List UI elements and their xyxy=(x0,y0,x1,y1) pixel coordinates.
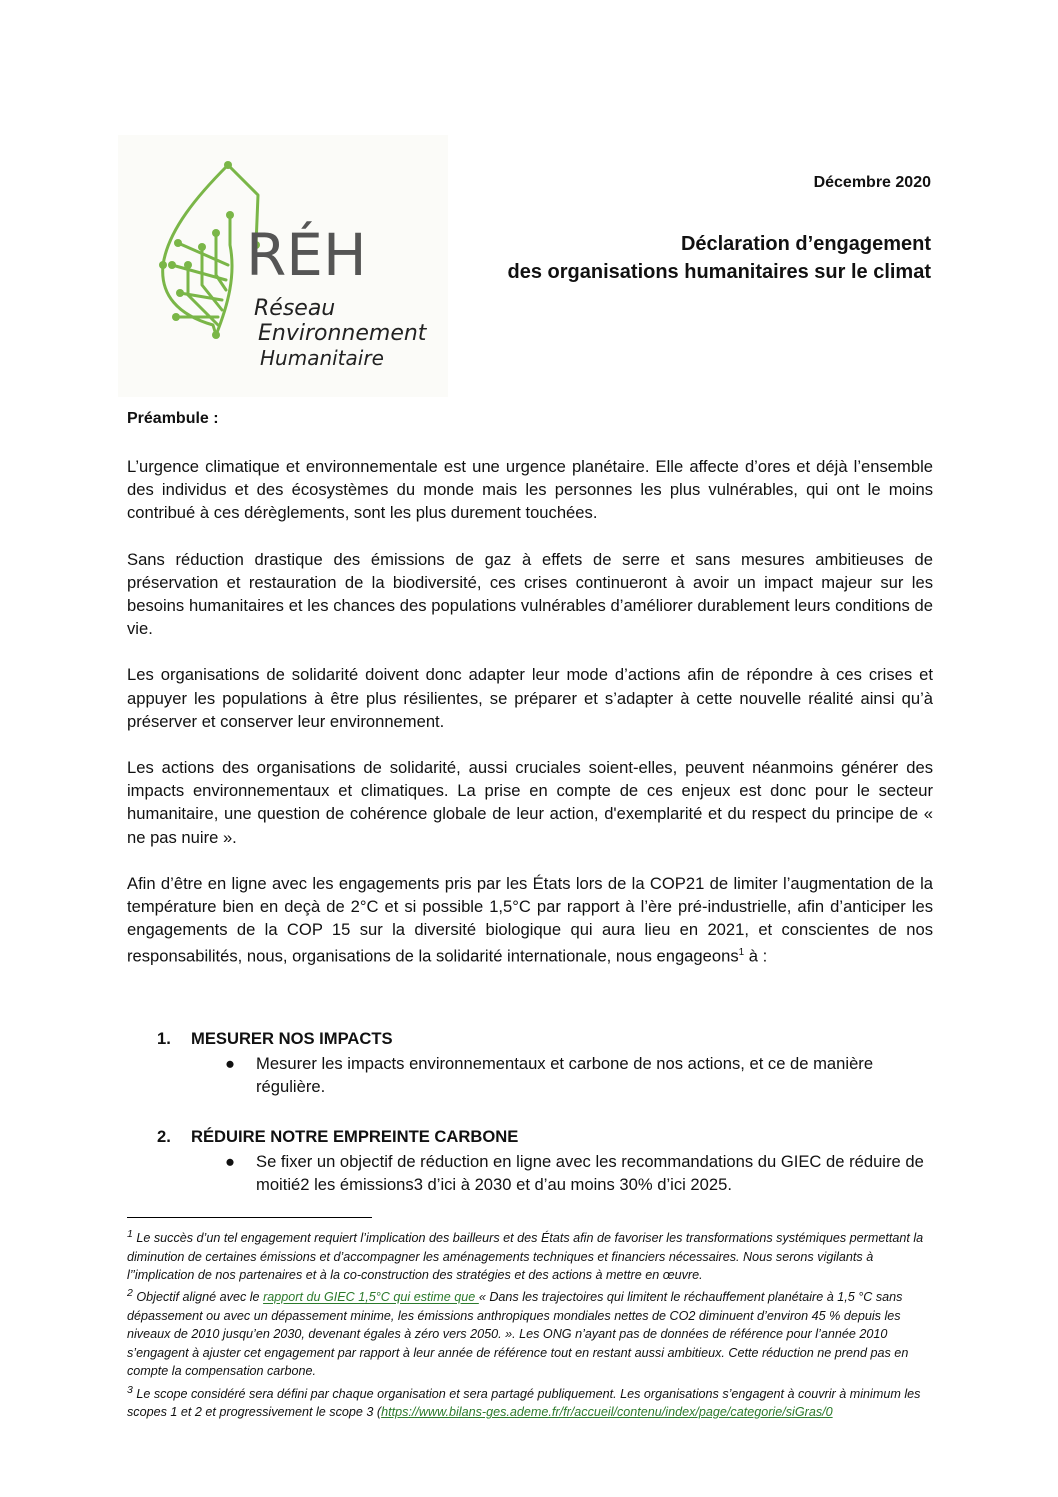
reh-logo xyxy=(118,135,448,397)
title-line2: des organisations humanitaires sur le climat xyxy=(507,261,931,283)
commitment-bullet xyxy=(127,1150,933,1196)
paragraph: Les organisations de solidarité doivent donc adapter leur mode d’actions afin de répondre à ces crises et appuyer les populations à être plus résilientes, se préparer et s’adapter à cette nouvelle réalité ainsi qu’à préserver et conserver leur environnement. xyxy=(127,665,933,731)
list-item xyxy=(127,1125,933,1197)
footnote-3 xyxy=(127,1381,933,1422)
paragraph-text: Afin d’être en ligne avec les engagements pris par les États lors de la COP21 de limiter l’augmentation de la température bien en deçà de 2°C et si possible 1,5°C par rapport à l’ère pré-industrielle, afin d’anticiper les engagements de la COP 15 sur la diversité biologique qui aura lieu en 2021, et conscientes de nos responsabilités, nous, organisations de la solidarité internationale, nous engageons xyxy=(127,873,933,966)
title-line1: Déclaration d’engagement xyxy=(680,233,931,255)
logo-line1: Réseau xyxy=(254,296,336,321)
bullet-text: Mesurer les impacts environnementaux et carbone de nos actions, et ce de manière régulière. xyxy=(256,1054,874,1097)
commitment-heading xyxy=(127,1027,933,1050)
commitments-list xyxy=(127,1027,933,1222)
commitment-heading xyxy=(127,1125,933,1148)
footnote-ref-1[interactable]: 1 xyxy=(738,947,745,959)
paragraph: L’urgence climatique et environnementale est une urgence planétaire. Elle affecte d’ores et déjà l’ensemble des individus et des écosystèmes du monde mais les personnes les plus vulnérables, qui ont le moins contribué à ces dérèglements, sont les plus durement touchées. xyxy=(127,457,933,523)
giec-report-link[interactable]: rapport du GIEC 1,5°C qui estime que xyxy=(263,1290,479,1305)
footnote-2 xyxy=(127,1284,933,1380)
footnote-mark: 2 xyxy=(127,1287,133,1300)
leaf-logo-icon xyxy=(118,135,448,397)
footnote-mark: 1 xyxy=(127,1228,133,1240)
bullet-icon: ● xyxy=(225,1151,236,1171)
footnote-1 xyxy=(127,1225,933,1284)
bilans-ges-link[interactable]: https://www.bilans-ges.ademe.fr/fr/accueil/contenu/index/page/categorie/siGras/0 xyxy=(381,1405,833,1420)
logo-letters: RÉH xyxy=(246,221,367,289)
bullet-icon: ● xyxy=(225,1054,236,1074)
logo-line2: Environnement xyxy=(258,321,427,346)
paragraph-cop21 xyxy=(127,872,933,968)
document-date: Décembre 2020 xyxy=(813,174,931,191)
body-text xyxy=(127,455,933,991)
logo-line3: Humanitaire xyxy=(260,346,384,370)
footnote-text: Le succès d’un tel engagement requiert l’implication des bailleurs et des États afin de favoriser les transformations systémiques permettant la diminution de certaines émissions et d’accompagner les aménagements techniques et financiers nécessaires. Nous serons vigilants à l’’implication de nos partenaires et à la co-construction des stratégies et des actions à mettre en œuvre. xyxy=(127,1231,924,1282)
footnote-mark: 3 xyxy=(127,1383,133,1396)
commitment-number: 1. xyxy=(157,1029,171,1048)
list-item xyxy=(127,1027,933,1099)
footnotes xyxy=(127,1225,933,1422)
footnote-text: « Dans les trajectoires qui limitent le réchauffement planétaire à 1,5 °C sans dépassement ou avec un dépassement minime, les émissions anthropiques mondiales nettes de CO2 diminuent d’environ 45 % depuis les niveaux de 2010 jusqu’en 2030, devenant égales à zéro vers 2050. ». Les ONG n’ayant pas de données de référence pour l’année 2010 s’engagent à ajuster cet engagement par rapport à leur année de référence tout en restant aussi ambitieux. Cette réduction ne prend pas en compte la compensation carbone. xyxy=(127,1290,909,1379)
bullet-text: Se fixer un objectif de réduction en ligne avec les recommandations du GIEC de réduire de moitié2 les émissions3 d’ici à 2030 et d’au moins 30% d’ici 2025. xyxy=(256,1151,924,1195)
document-title xyxy=(508,230,931,286)
commitment-number: 2. xyxy=(157,1126,171,1146)
paragraph: Les actions des organisations de solidarité, aussi cruciales soient-elles, peuvent néanmoins générer des impacts environnementaux et climatiques. La prise en compte de ces enjeux est donc pour le secteur humanitaire, une question de cohérence globale de leur action, d'exemplarité et du respect du principe de « ne pas nuire ». xyxy=(127,758,933,847)
paragraph: Sans réduction drastique des émissions de gaz à effets de serre et sans mesures ambitieuses de préservation et restauration de la biodiversité, ces crises continueront à avoir un impact majeur sur les besoins humanitaires et les chances des populations vulnérables d’améliorer durablement leurs conditions de vie. xyxy=(127,549,933,639)
paragraph-tail: à : xyxy=(744,946,768,966)
footnote-text: Objectif aligné avec le xyxy=(132,1290,264,1305)
commitment-title: RÉDUIRE NOTRE EMPREINTE CARBONE xyxy=(191,1126,519,1146)
footnote-separator xyxy=(127,1217,372,1218)
commitment-bullet xyxy=(127,1052,933,1098)
commitment-title: MESURER NOS IMPACTS xyxy=(191,1029,393,1048)
preamble-heading: Préambule : xyxy=(127,410,219,427)
footnote-text: Le scope considéré sera défini par chaque organisation et sera partagé publiquement. Les organisations s’engagent à couvrir à minimum les scopes 1 et 2 et progressivement le scope 3 ( xyxy=(127,1386,921,1420)
